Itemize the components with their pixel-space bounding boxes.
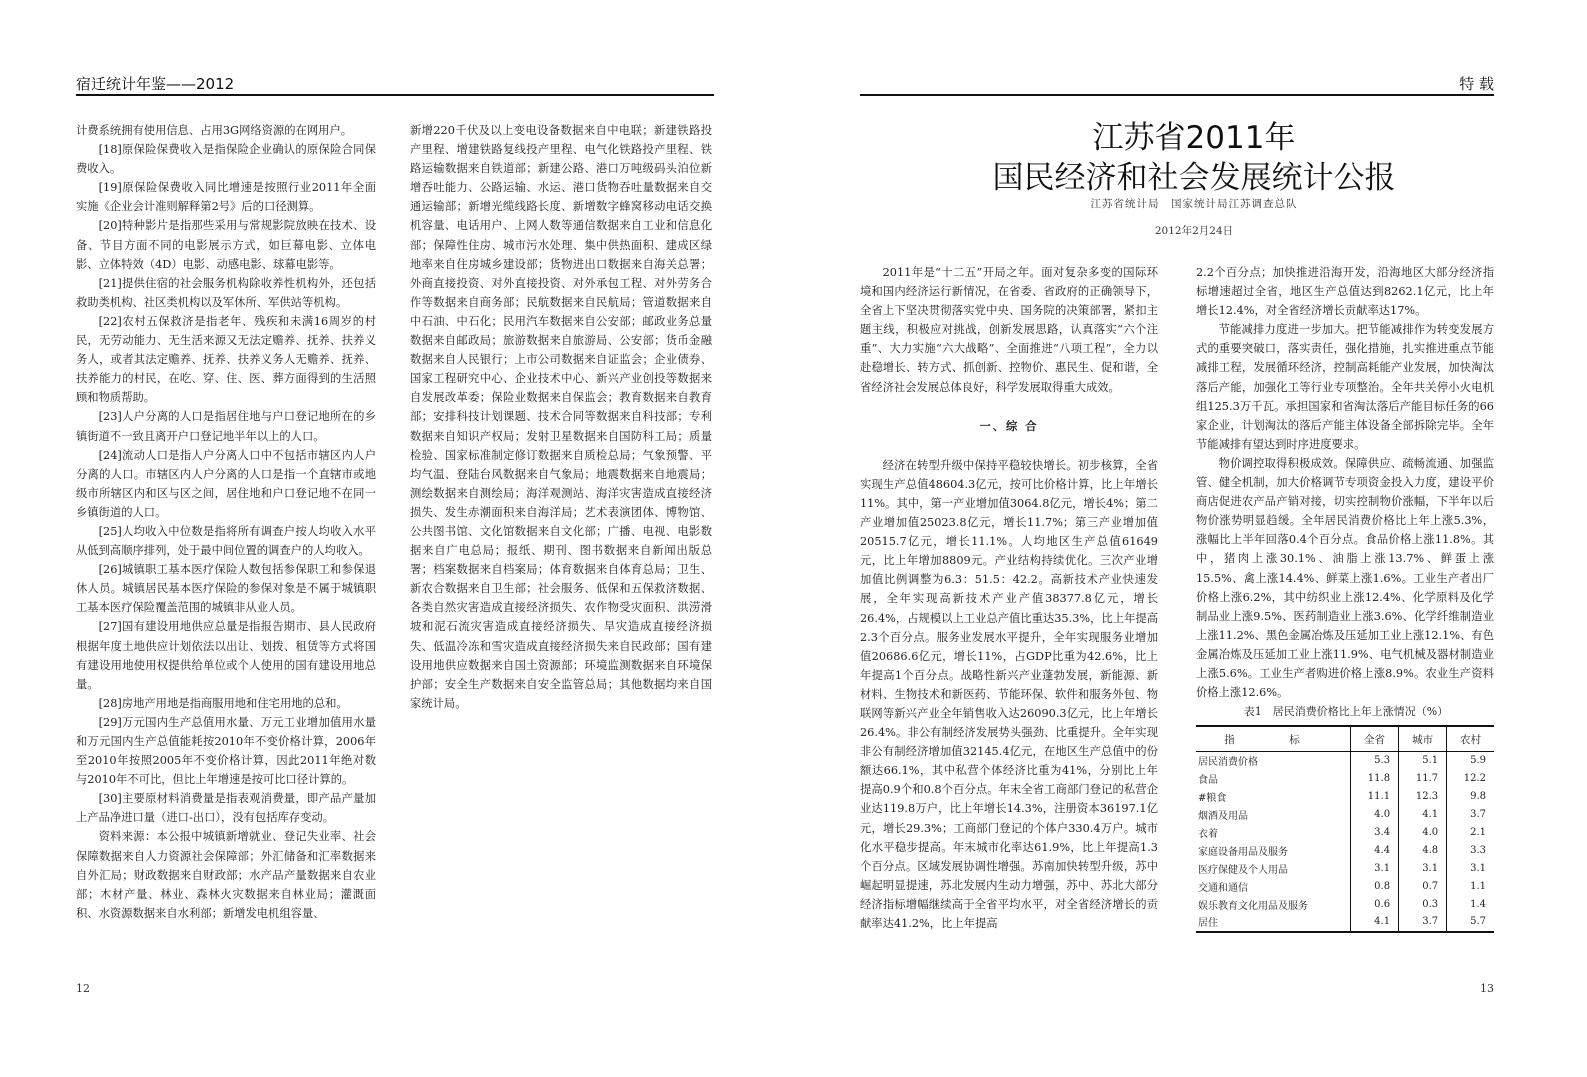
header-rule-right (860, 94, 1494, 96)
paragraph: [20]特种影片是指那些采用与常规影院放映在技术、设备、节目方面不同的电影展示方式，如巨幕电影、立体电影、立体特效（4D）电影、动感电影、球幕电影等。 (76, 219, 376, 271)
paragraph: [28]房地产用地是指商服用地和住宅用地的总和。 (98, 696, 348, 710)
table-row (1196, 770, 1494, 788)
paragraph: [30]主要原材料消费量是指表观消费量，即产品产量加上产品净进口量（进口-出口），没有包括库存变动。 (76, 792, 376, 825)
running-header-left: 宿迁统计年鉴——2012 (76, 75, 235, 93)
table-cell-value: 3.1 (1351, 859, 1399, 877)
paragraph: [22]农村五保救济是指老年、残疾和未满16周岁的村民，无劳动能力、无生活来源又无法定赡养、抚养、扶养义务人，或者其法定赡养、抚养、扶养义务人无赡养、抚养、扶养能力的村民，在吃、穿、住、医、葬方面得到的生活照顾和物质帮助。 (76, 314, 376, 405)
title-line-1: 江苏省2011年 (1092, 120, 1296, 156)
table-row (1196, 841, 1494, 859)
table-cell-value: 12.2 (1447, 770, 1494, 788)
paragraph: 2.2个百分点；加快推进沿海开发，沿海地区大部分经济指标增速超过全省，地区生产总值达到8262.1亿元，比上年增长12.4%，对全省经济增长贡献率达17%。 (1196, 266, 1494, 318)
table-cell-value: 12.3 (1399, 788, 1447, 806)
table-cell-indicator: 食品 (1198, 775, 1218, 787)
byline: 江苏省统计局 国家统计局江苏调查总队 (1090, 198, 1298, 210)
table-cell-indicator: 烟酒及用品 (1198, 811, 1248, 823)
table-row (1196, 913, 1494, 932)
table-cell-value: 5.7 (1447, 913, 1494, 932)
table-cell-value: 0.8 (1351, 877, 1399, 895)
table-cell-indicator: 娱乐教育文化用品及服务 (1198, 900, 1308, 912)
left-page (0, 0, 790, 1077)
table-caption: 表1 居民消费价格比上年上涨情况（%） (1243, 705, 1449, 718)
table-cell-value: 3.1 (1447, 859, 1494, 877)
table-header-row (1196, 726, 1494, 752)
left-page-column-1 (76, 121, 376, 923)
table-cell-value: 4.0 (1351, 806, 1399, 824)
table-cell-value: 4.1 (1399, 806, 1447, 824)
table-cell-value: 5.1 (1399, 752, 1447, 770)
table-cell-value: 5.9 (1447, 752, 1494, 770)
table-cell-value: 9.8 (1447, 788, 1494, 806)
paragraph: [27]国有建设用地供应总量是指报告期市、县人民政府根据年度土地供应计划依法以出让、划拨、租赁等方式将国有建设用地使用权提供给单位或个人使用的国有建设用地总量。 (76, 620, 376, 691)
table-cell-value: 5.3 (1351, 752, 1399, 770)
paragraph: [23]人户分离的人口是指居住地与户口登记地所在的乡镇街道不一致且离开户口登记地半年以上的人口。 (76, 410, 376, 443)
page-number-left: 12 (76, 982, 90, 995)
paragraph: 2011年是“十二五”开局之年。面对复杂多变的国际环境和国内经济运行新情况，在省委、省政府的正确领导下，全省上下坚决贯彻落实党中央、国务院的决策部署，紧扣主题主线，积极应对挑战，创新发展思路，认真落实“六个注重”、大力实施“六大战略”、全面推进“八项工程”，全力以赴稳增长、转方式、抓创新、控物价、惠民生、促和谐，全省经济社会发展总体良好，科学发展取得重大成效。 (860, 266, 1158, 394)
table-cell-value: 11.1 (1351, 788, 1399, 806)
table-row (1196, 877, 1494, 895)
table-row (1196, 859, 1494, 877)
table-cell-value: 2.1 (1447, 824, 1494, 842)
table-header-indicator: 指 标 (1196, 726, 1351, 752)
table-cell-value: 1.1 (1447, 877, 1494, 895)
page-number-right: 13 (1480, 982, 1494, 995)
table-cell-indicator: 居住 (1196, 913, 1351, 932)
table-header-province: 全省 (1351, 726, 1399, 752)
table-cell-value: 4.0 (1399, 824, 1447, 842)
release-date: 2012年2月24日 (1154, 225, 1234, 237)
table-cell-value: 0.7 (1399, 877, 1447, 895)
paragraph: 新增220千伏及以上变电设备数据来自中电联；新建铁路投产里程、增建铁路复线投产里程、电气化铁路投产里程、铁路运输数据来自铁道部；新建公路、港口万吨级码头泊位新增吞吐能力、公路运输、水运、港口货物吞吐量数据来自交通运输部；新增光缆线路长度、新增数字蜂窝移动电话交换机容量、电话用户、上网人数等通信数据来自工业和信息化部；保障性住房、城市污水处理、集中供热面积、建成区绿地率来自住房城乡建设部；货物进出口数据来自海关总署；外商直接投资、对外直接投资、对外承包工程、对外劳务合作等数据来自商务部；民航数据来自民航局；管道数据来自中石油、中石化；民用汽车数据来自公安部；邮政业务总量数据来自邮政局；旅游数据来自旅游局、公安部；货币金融数据来自人民银行；上市公司数据来自证监会；企业债券、国家工程研究中心、企业技术中心、新兴产业创投等数据来自发展改革委；保险业数据来自保监会；教育数据来自教育部；安排科技计划课题、技术合同等数据来自科技部；专利数据来自知识产权局；发射卫星数据来自国防科工局；质量检验、国家标准制定修订数据来自质检总局；气象预警、平均气温、登陆台风数据来自气象局；地震数据来自地震局；测绘数据来自测绘局；海洋观测站、海洋灾害造成直接经济损失、发生赤潮面积来自海洋局；艺术表演团体、博物馆、公共图书馆、文化馆数据来自文化部；广播、电视、电影数据来自广电总局；报纸、期刊、图书数据来自新闻出版总署；档案数据来自档案局；体育数据来自体育总局；卫生、新农合数据来自卫生部；社会服务、低保和五保救济数据、各类自然灾害造成直接经济损失、农作物受灾面积、洪涝滑坡和泥石流灾害造成直接经济损失、旱灾造成直接经济损失、低温冷冻和雪灾造成直接经济损失来自民政部；国有建设用地供应数据来自国土资源部；环境监测数据来自环境保护部；安全生产数据来自安全监管总局；其他数据均来自国家统计局。 (410, 124, 712, 710)
table-cell-value: 3.4 (1351, 824, 1399, 842)
document-title (910, 118, 1478, 198)
left-page-column-2 (410, 121, 712, 713)
right-page-column-2 (1196, 263, 1494, 702)
table-cell-value: 3.7 (1399, 913, 1447, 932)
paragraph: 计费系统拥有使用信息、占用3G网络资源的在网用户。 (76, 124, 353, 137)
table-cell-indicator: 衣着 (1198, 829, 1218, 840)
table-cell-value: 3.3 (1447, 841, 1494, 859)
paragraph: 物价调控取得积极成效。保障供应、疏畅流通、加强监管、健全机制，加大价格调节专项资金投入力度，建设平价商店促进农产品产销对接，切实控制物价涨幅，下半年以后物价涨势明显趋缓。全年居民消费价格比上年上涨5.3%，涨幅比上半年回落0.4个百分点。食品价格上涨11.8%。其中，猪肉上涨30.1%、油脂上涨13.7%、鲜蛋上涨15.5%、禽上涨14.4%、鲜菜上涨1.6%。工业生产者出厂价格上涨6.2%，其中纺织业上涨12.4%、化学原料及化学制品业上涨9.5%、医药制造业上涨3.6%、化学纤维制造业上涨11.2%、黑色金属冶炼及压延加工业上涨12.1%、有色金属冶炼及压延加工业上涨11.9%、电气机械及器材制造业上涨5.6%。工业生产者购进价格上涨8.9%。农业生产资料价格上涨12.6%。 (1196, 456, 1494, 700)
table-cell-value: 3.1 (1399, 859, 1447, 877)
table-cell-value: 0.6 (1351, 895, 1399, 913)
table-cell-value: 4.1 (1351, 913, 1399, 932)
table-cell-indicator: 居民消费价格 (1198, 757, 1258, 769)
table-cell-indicator: 交通和通信 (1198, 882, 1248, 894)
section-heading: 一、综 合 (979, 419, 1039, 433)
table-row (1196, 752, 1494, 770)
right-page-column-1 (860, 263, 1158, 933)
table-cell-value: 4.4 (1351, 841, 1399, 859)
table-cell-value: 11.8 (1351, 770, 1399, 788)
table-cell-indicator: 家庭设备用品及服务 (1198, 846, 1288, 858)
table-cell-value: 0.3 (1399, 895, 1447, 913)
cpi-table (1196, 725, 1494, 933)
table-row (1196, 895, 1494, 913)
paragraph: [21]提供住宿的社会服务机构除收养性机构外，还包括救助类机构、社区类机构以及军休所、军供站等机构。 (76, 276, 376, 309)
paragraph: [18]原保险保费收入是指保险企业确认的原保险合同保费收入。 (76, 143, 376, 176)
header-rule-left (76, 94, 714, 96)
paragraph: [24]流动人口是指人户分离人口中不包括市辖区内人户分离的人口。市辖区内人户分离的人口是指一个直辖市或地级市所辖区内和区与区之间，居住地和户口登记地不在同一乡镇街道的人口。 (76, 448, 376, 519)
table-cell-value: 3.7 (1447, 806, 1494, 824)
paragraph: 经济在转型升级中保持平稳较快增长。初步核算，全省实现生产总值48604.3亿元，按可比价格计算，比上年增长11%。其中，第一产业增加值3064.8亿元，增长4%；第二产业增加值25023.8亿元，增长11.7%；第三产业增加值20515.7亿元，增长11.1%。人均地区生产总值61649元，比上年增加8809元。产业结构持续优化。三次产业增加值比例调整为6.3：51.5：42.2。高新技术产业快速发展，全年实现高新技术产业产值38377.8亿元，增长26.4%，占规模以上工业总产值比重达35.3%，比上年提高2.3个百分点。服务业发展水平提升，全年实现服务业增加值20686.6亿元，增长11%，占GDP比重为42.6%，比上年提高1个百分点。战略性新兴产业蓬勃发展，新能源、新材料、生物技术和新医药、节能环保、软件和服务外包、物联网等新兴产业全年销售收入达26090.3亿元，比上年增长26.4%。非公有制经济发展势头强劲、比重提升。全年实现非公有制经济增加值32145.4亿元，在地区生产总值中的份额达66.1%，其中私营个体经济比重为41%，分别比上年提高0.9个和0.8个百分点。年末全省工商部门登记的私营企业达119.8万户，比上年增长14.3%，注册资本36197.1亿元，增长29.3%；工商部门登记的个体户330.4万户。城市化水平稳步提高。年末城市化率达61.9%，比上年提高1.3个百分点。区域发展协调性增强。苏南加快转型升级，苏中崛起明显提速，苏北发展内生动力增强，苏中、苏北大部分经济指标增幅继续高于全省平均水平，对全省经济增长的贡献率达41.2%，比上年提高 (860, 458, 1158, 930)
table-row (1196, 788, 1494, 806)
table-cell-value: 11.7 (1399, 770, 1447, 788)
paragraph: [29]万元国内生产总值用水量、万元工业增加值用水量和万元国内生产总值能耗按2010年不变价格计算，2006年至2010年按照2005年不变价格计算，因此2011年绝对数与2010年不可比，但比上年增速是按可比口径计算的。 (76, 715, 376, 787)
table-cell-value: 4.8 (1399, 841, 1447, 859)
running-header-right: 特 载 (1459, 75, 1494, 93)
table-cell-indicator: #粮食 (1198, 793, 1227, 805)
table-row (1196, 806, 1494, 824)
table-row (1196, 824, 1494, 842)
paragraph: [19]原保险保费收入同比增速是按照行业2011年全面实施《企业会计准则解释第2号》后的口径测算。 (76, 181, 376, 214)
paragraph: 节能减排力度进一步加大。把节能减排作为转变发展方式的重要突破口，落实责任，强化措施，扎实推进重点节能减排工程，发展循环经济，控制高耗能产业发展，加快淘汰落后产能，加强化工等行业专项整治。全年共关停小火电机组125.3万千瓦。承担国家和省淘汰落后产能目标任务的66家企业，计划淘汰的落后产能主体设备全部拆除完毕。全年节能减排有望达到时序进度要求。 (1196, 323, 1494, 451)
paragraph: [25]人均收入中位数是指将所有调查户按人均收入水平从低到高顺序排列，处于最中间位置的调查户的人均收入。 (76, 524, 376, 558)
table-header-urban: 城市 (1399, 726, 1447, 752)
table-cell-indicator: 医疗保健及个人用品 (1198, 864, 1288, 876)
right-page (790, 0, 1587, 1077)
paragraph: [26]城镇职工基本医疗保险人数包括参保职工和参保退休人员。城镇居民基本医疗保险的参保对象是不属于城镇职工基本医疗保险覆盖范围的城镇非从业人员。 (76, 563, 376, 615)
title-line-2: 国民经济和社会发展统计公报 (992, 160, 1396, 196)
table-header-rural: 农村 (1447, 726, 1494, 752)
table-cell-value: 1.4 (1447, 895, 1494, 913)
paragraph: 资料来源：本公报中城镇新增就业、登记失业率、社会保障数据来自人力资源社会保障部；外汇储备和汇率数据来自外汇局；财政数据来自财政部；水产品产量数据来自农业部；木材产量、林业、森林火灾数据来自林业局；灌溉面积、水资源数据来自水利部；新增发电机组容量、 (76, 830, 376, 920)
